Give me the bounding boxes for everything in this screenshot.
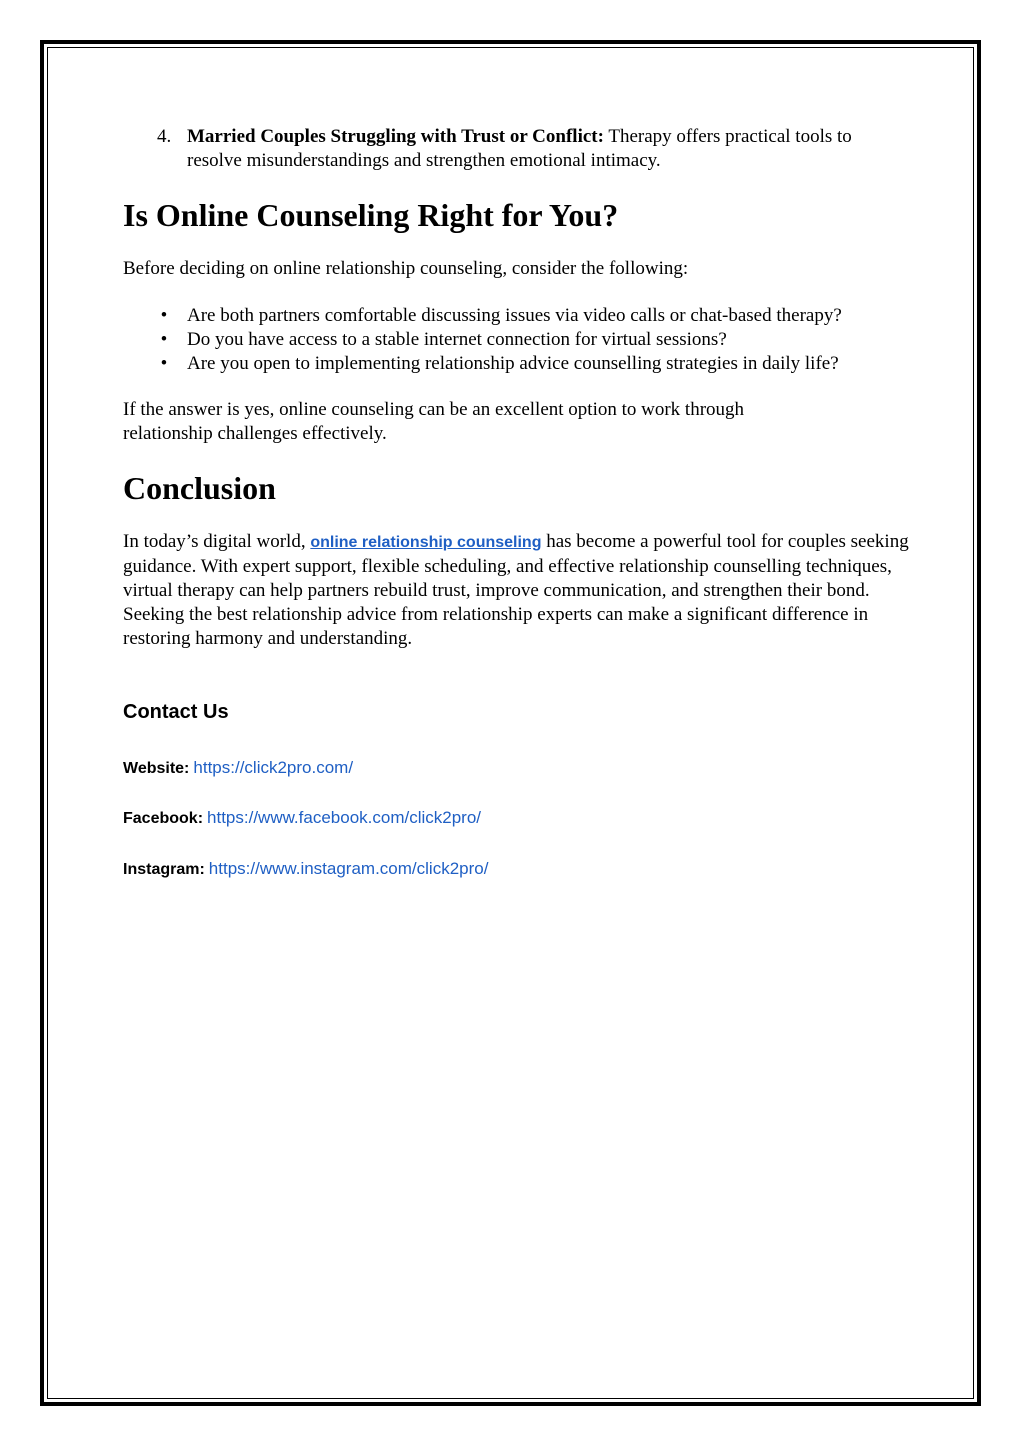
conclusion-paragraph	[123, 530, 913, 651]
considerations-list	[157, 304, 917, 376]
facebook-label: Facebook:	[123, 810, 204, 827]
bullet-icon: •	[160, 353, 168, 374]
contact-row-facebook	[123, 806, 481, 831]
contact-row-instagram	[123, 857, 488, 882]
conclusion-text-end: has become a powerful tool for couples seeking guidance. With expert support, flexible scheduling, and effective relationship counselling techniques, virtual therapy can help partners rebuild trust, improve communication, and strengthen their bond. Seeking the best relationship advice from relationship experts can make a significant difference in restoring harmony and understanding.	[123, 531, 909, 649]
numbered-item-body: Therapy offers practical tools to resolve misunderstandings and strengthen emotional intimacy.	[187, 126, 852, 171]
section-heading-online-counseling: Is Online Counseling Right for You?	[123, 197, 619, 233]
instagram-label: Instagram:	[123, 861, 205, 878]
list-item	[157, 352, 917, 376]
intro-paragraph: Before deciding on online relationship counseling, consider the following:	[123, 258, 689, 279]
contact-row-website	[123, 756, 353, 781]
website-link[interactable]: https://click2pro.com/	[193, 758, 354, 777]
bullet-icon: •	[160, 329, 168, 350]
contact-heading: Contact Us	[123, 701, 229, 723]
list-item-text: Are both partners comfortable discussing issues via video calls or chat-based therapy?	[187, 305, 842, 326]
answer-paragraph: If the answer is yes, online counseling can be an excellent option to work through relationship challenges effectively.	[123, 399, 745, 444]
list-item-text: Do you have access to a stable internet connection for virtual sessions?	[187, 329, 727, 350]
list-item	[157, 328, 917, 352]
list-item-text: Are you open to implementing relationship advice counselling strategies in daily life?	[187, 353, 839, 374]
numbered-item-text	[187, 125, 907, 173]
bullet-icon: •	[160, 305, 168, 326]
section-heading-conclusion: Conclusion	[123, 470, 276, 506]
conclusion-text-start: In today’s digital world,	[123, 531, 306, 552]
list-item	[157, 304, 917, 328]
facebook-link[interactable]: https://www.facebook.com/click2pro/	[207, 808, 482, 827]
instagram-link[interactable]: https://www.instagram.com/click2pro/	[208, 859, 489, 878]
website-label: Website:	[123, 760, 190, 777]
list-number: 4.	[157, 126, 172, 147]
numbered-item-title: Married Couples Struggling with Trust or Conflict:	[187, 126, 604, 147]
online-counseling-link[interactable]: online relationship counseling	[310, 534, 542, 551]
